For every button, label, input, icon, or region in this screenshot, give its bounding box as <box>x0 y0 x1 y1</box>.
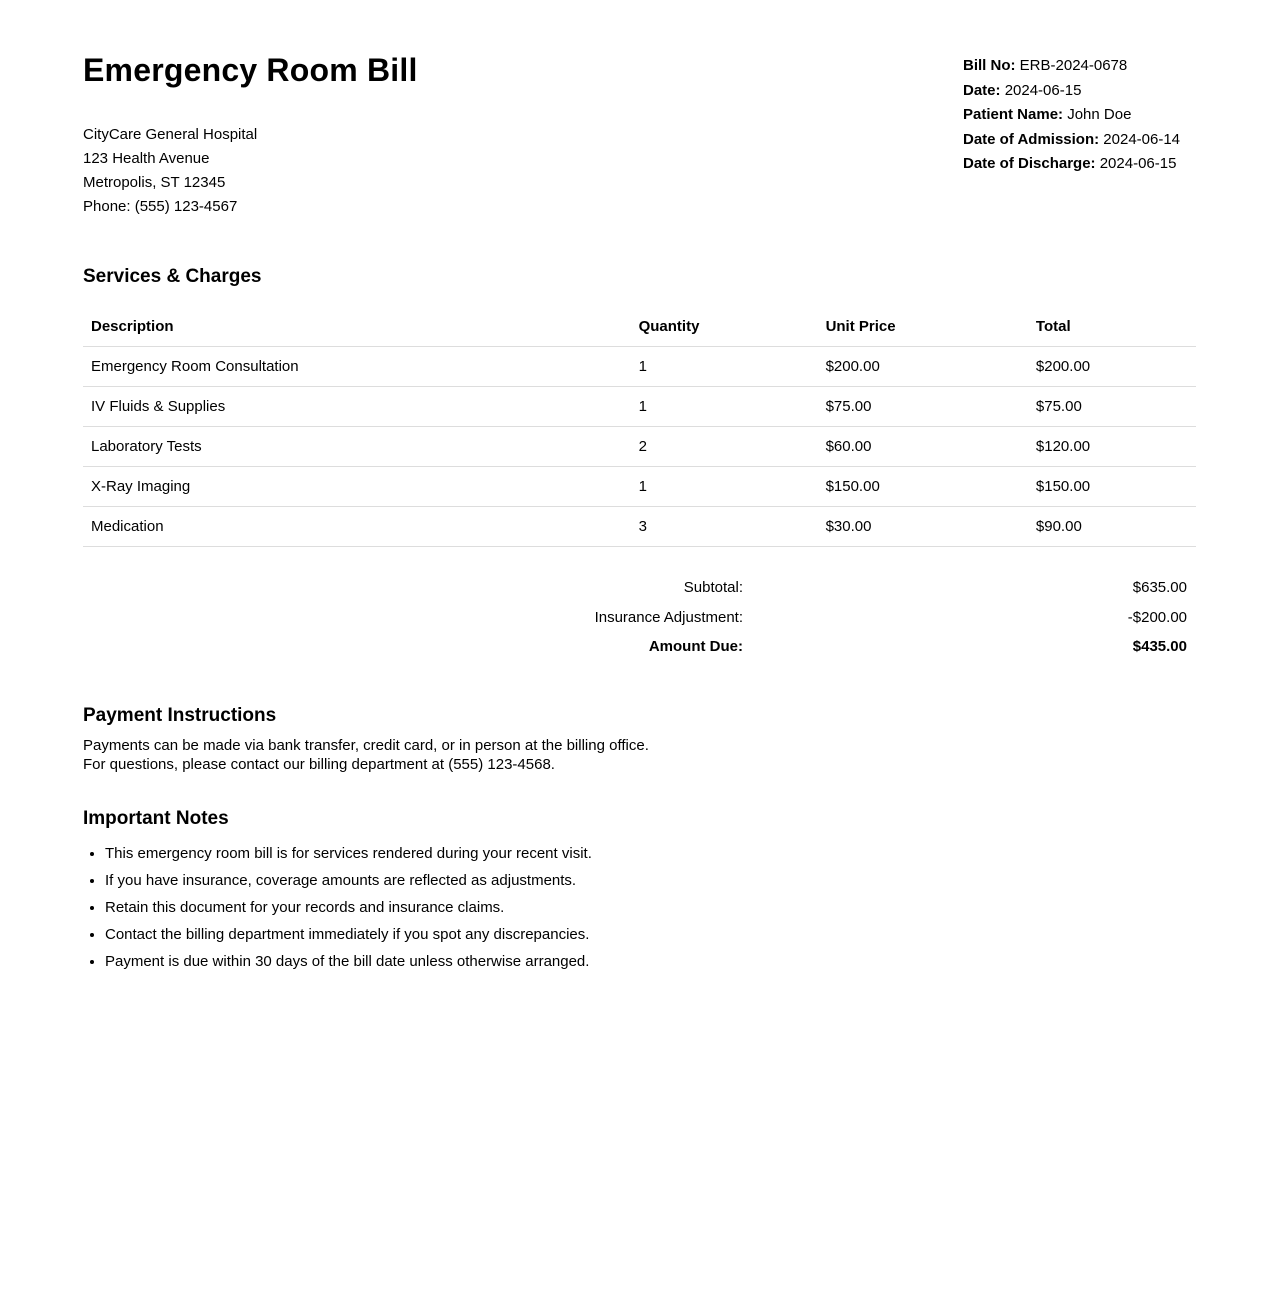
cell-description: Laboratory Tests <box>83 427 631 467</box>
important-notes-heading: Important Notes <box>83 807 229 829</box>
hospital-address-line2: Metropolis, ST 12345 <box>83 174 226 191</box>
column-header-description: Description <box>83 308 631 347</box>
meta-patient-name <box>963 103 1196 128</box>
services-charges-table <box>83 308 1196 547</box>
meta-date-label: Date: <box>963 81 1001 99</box>
page-title: Emergency Room Bill <box>83 52 418 88</box>
table-header-row <box>83 308 1196 347</box>
insurance-adjustment-row <box>83 603 1196 633</box>
cell-total: $150.00 <box>1028 467 1196 507</box>
cell-unit-price: $60.00 <box>818 427 1028 467</box>
hospital-name: CityCare General Hospital <box>83 126 258 143</box>
column-header-unit-price: Unit Price <box>818 308 1028 347</box>
meta-admission-date <box>963 128 1196 153</box>
cell-unit-price: $30.00 <box>818 507 1028 547</box>
meta-patient-name-value: John Doe <box>1067 106 1132 123</box>
cell-quantity: 3 <box>631 507 818 547</box>
list-item: • If you have insurance, coverage amounts are reflected as adjustments. <box>105 872 1196 889</box>
cell-unit-price: $75.00 <box>818 387 1028 427</box>
cell-quantity: 2 <box>631 427 818 467</box>
cell-unit-price: $150.00 <box>818 467 1028 507</box>
list-item: • This emergency room bill is for services rendered during your recent visit. <box>105 845 1196 862</box>
column-header-total: Total <box>1028 308 1196 347</box>
important-notes-list <box>83 845 1196 970</box>
subtotal-label: Subtotal: <box>683 579 743 596</box>
cell-total: $200.00 <box>1028 347 1196 387</box>
table-row <box>83 427 1196 467</box>
cell-description: Emergency Room Consultation <box>83 347 631 387</box>
amount-due-value: $435.00 <box>1132 638 1187 655</box>
document-header <box>83 52 1196 219</box>
hospital-address-line1: 123 Health Avenue <box>83 150 210 167</box>
table-row <box>83 387 1196 427</box>
meta-discharge-date-value: 2024-06-15 <box>1099 155 1177 172</box>
meta-admission-date-value: 2024-06-14 <box>1103 130 1181 148</box>
cell-total: $75.00 <box>1028 387 1196 427</box>
meta-bill-no-value: ERB-2024-0678 <box>1019 57 1128 74</box>
cell-unit-price: $200.00 <box>818 347 1028 387</box>
payment-instructions-text <box>83 736 1196 774</box>
amount-due-row <box>83 632 1196 662</box>
list-item: • Retain this document for your records and insurance claims. <box>105 899 1196 916</box>
table-row <box>83 507 1196 547</box>
cell-description: Medication <box>83 507 631 547</box>
list-item: • Payment is due within 30 days of the bill date unless otherwise arranged. <box>105 953 1196 970</box>
cell-description: IV Fluids & Supplies <box>83 387 631 427</box>
bill-meta-block <box>963 52 1196 177</box>
meta-discharge-date-label: Date of Discharge: <box>963 155 1096 172</box>
cell-description: X-Ray Imaging <box>83 467 631 507</box>
cell-quantity: 1 <box>631 347 818 387</box>
cell-quantity: 1 <box>631 387 818 427</box>
insurance-adjustment-value: -$200.00 <box>1127 608 1187 626</box>
payment-instructions-heading: Payment Instructions <box>83 704 277 726</box>
cell-total: $120.00 <box>1028 427 1196 467</box>
list-item: • Contact the billing department immediately if you spot any discrepancies. <box>105 926 1196 943</box>
amount-due-label: Amount Due: <box>648 638 743 655</box>
meta-date-value: 2024-06-15 <box>1004 81 1082 99</box>
meta-discharge-date <box>963 152 1196 177</box>
meta-admission-date-label: Date of Admission: <box>963 130 1100 148</box>
subtotal-value: $635.00 <box>1132 579 1187 596</box>
meta-patient-name-label: Patient Name: <box>963 106 1064 123</box>
meta-bill-no-label: Bill No: <box>963 57 1016 74</box>
hospital-address <box>83 123 418 219</box>
meta-date <box>963 79 1196 104</box>
insurance-adjustment-label: Insurance Adjustment: <box>594 608 743 626</box>
meta-bill-no <box>963 54 1196 79</box>
hospital-phone: Phone: (555) 123-4567 <box>83 198 238 215</box>
table-row <box>83 467 1196 507</box>
subtotal-row <box>83 573 1196 603</box>
services-section-heading: Services & Charges <box>83 266 262 287</box>
totals-block <box>83 573 1196 662</box>
hospital-info-block <box>83 52 418 219</box>
payment-instructions-line2: For questions, please contact our billing department at (555) 123-4568. <box>83 755 555 773</box>
table-row <box>83 347 1196 387</box>
cell-total: $90.00 <box>1028 507 1196 547</box>
payment-instructions-line1: Payments can be made via bank transfer, credit card, or in person at the billing office. <box>83 736 649 754</box>
cell-quantity: 1 <box>631 467 818 507</box>
column-header-quantity: Quantity <box>631 308 818 347</box>
